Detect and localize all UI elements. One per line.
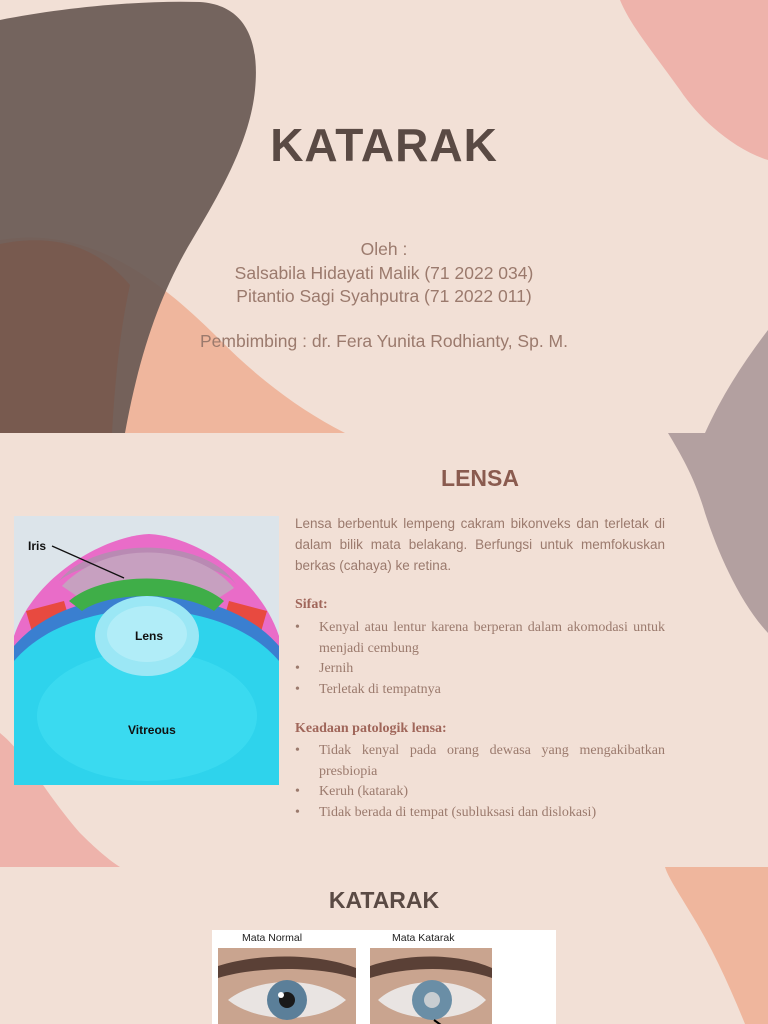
section-title-lensa: LENSA	[441, 465, 519, 491]
patologi-heading: Keadaan patologik lensa:	[295, 721, 447, 736]
label-iris: Iris	[28, 539, 47, 553]
list-item: • Kenyal atau lentur karena berperan dalam akomodasi untuk menjadi cembung	[295, 620, 665, 656]
supervisor: Pembimbing : dr. Fera Yunita Rodhianty, Sp. M.	[199, 331, 568, 351]
slide-lensa	[0, 433, 768, 867]
label-mata-normal: Mata Normal	[242, 932, 303, 944]
author-2: Pitantio Sagi Syahputra (71 2022 011)	[236, 286, 532, 306]
sifat-heading: Sifat:	[295, 597, 328, 612]
author-1: Salsabila Hidayati Malik (71 2022 034)	[234, 262, 534, 283]
slide-katarak	[0, 867, 768, 1024]
section-title-katarak: KATARAK	[328, 887, 440, 913]
authors-block	[0, 238, 768, 309]
page-title: KATARAK	[270, 119, 498, 171]
lensa-intro: Lensa berbentuk lempeng cakram bikonveks dan terletak di dalam bilik mata belakang. Berfungsi untuk memfokuskan berkas (cahaya) ke retina.	[295, 516, 665, 573]
eye-photos	[218, 948, 550, 1024]
decorative-blobs	[0, 0, 768, 433]
eye-comparison-figure	[212, 930, 556, 1024]
list-item: • Terletak di tempatnya	[295, 681, 441, 697]
sifat-list	[295, 618, 665, 700]
label-lens: Lens	[135, 629, 164, 643]
patologi-list	[295, 741, 665, 823]
eye-anatomy-figure	[14, 516, 279, 785]
oleh-label: Oleh :	[360, 239, 408, 259]
label-vitreous: Vitreous	[128, 723, 176, 737]
slide-title	[0, 0, 768, 433]
list-item: • Tidak kenyal pada orang dewasa yang mengakibatkan presbiopia	[295, 743, 665, 779]
list-item: • Keruh (katarak)	[295, 784, 409, 799]
label-mata-katarak: Mata Katarak	[392, 932, 455, 944]
list-item: • Tidak berada di tempat (subluksasi dan dislokasi)	[295, 804, 597, 820]
list-item: • Jernih	[295, 661, 354, 676]
